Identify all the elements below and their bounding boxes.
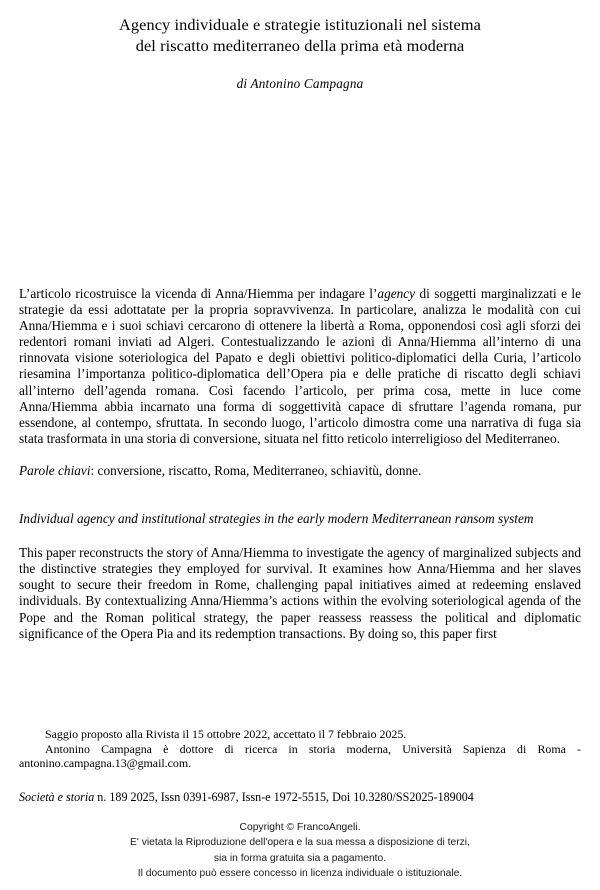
journal-citation <box>19 790 581 805</box>
footnote-submission-dates: Saggio proposto alla Rivista il 15 ottobre 2022, accettato il 7 febbraio 2025. <box>45 727 407 741</box>
article-title-line-1: Agency individuale e strategie istituzionali nel sistema <box>119 15 481 34</box>
copyright-line-3: sia in forma gratuita sia a pagamento. <box>213 852 387 864</box>
abstract-english: This paper reconstructs the story of Anna/Hiemma to investigate the agency of marginalized subjects and the distinctive strategies they employed for survival. It examines how Anna/Hiemma and her slaves sought to secure their freedom in Rome, challenging papal initiatives aimed at redeeming enslaved individuals. By contextualizing Anna/Hiemma’s actions within the evolving soteriological agenda of the Pope and the Roman political strategy, the paper reassess reassess the political and diplomatic significance of the Opera Pia and its redemption transactions. By doing so, this paper first <box>19 545 581 641</box>
page-title <box>60 14 540 56</box>
keywords-separator: : <box>90 462 98 478</box>
copyright-line-1: Copyright © FrancoAngeli. <box>239 822 361 833</box>
abstract-area <box>19 286 581 642</box>
journal-citation-details: n. 189 2025, Issn 0391-6987, Issn-e 1972-5515, Doi 10.3280/SS2025-189004 <box>94 790 474 804</box>
abstract-italian-part-1: L’articolo ricostruisce la vicenda di Anna/Hiemma per indagare l’ <box>19 286 378 301</box>
article-title-line-2: del riscatto mediterraneo della prima età moderna <box>135 36 465 55</box>
abstract-italian <box>19 286 581 447</box>
keywords-line <box>19 463 581 479</box>
english-title: Individual agency and institutional strategies in the early modern Mediterranean ransom system <box>19 511 534 527</box>
footnote-author-affiliation: Antonino Campagna è dottore di ricerca in storia moderna, Università Sapienza di Roma - antonino.campagna.13@gmail.com. <box>19 741 581 771</box>
journal-name: Società e storia <box>19 790 95 804</box>
footnote-block <box>19 727 581 771</box>
abstract-italian-part-2: di soggetti marginalizzati e le strategie da essi adottatate per la propria sopravvivenza. In particolare, analizza le modalità con cui Anna/Hiemma e i suoi schiavi cercarono di ottenere la libertà a Roma, opponendosi così agli sforzi dei redentori romani inviati ad Algeri. Contestualizzando le azioni di Anna/Hiemma all’interno di una rinnovata visione soteriologica del Papato e degli obiettivi politico-diplomatici della Curia, l’articolo riesamina l’importanza politico-diplomatica dell’Opera pia e delle pratiche di riscatto degli schiavi all’interno dell’agenda romana. Così facendo l’articolo, per prima cosa, mette in luce come Anna/Hiemma abbia incarnato una forma di soggettività capace di sfruttare l’agenda romana, pur essendone, al contempo, sfruttata. In secondo luogo, l’articolo dimostra come una narrativa di fuga sia stata trasformata in una storia di conversione, situata nel fitto reticolo interreligioso del Mediterraneo. <box>19 286 582 446</box>
copyright-line-2: E' vietata la Riproduzione dell'opera e la sua messa a disposizione di terzi, <box>130 837 470 849</box>
keywords-values: conversione, riscatto, Roma, Mediterraneo, schiavitù, donne. <box>97 462 422 478</box>
copyright-line-4: Il documento può essere concesso in licenza individuale o istituzionale. <box>137 867 463 879</box>
author-byline: di Antonino Campagna <box>236 76 364 91</box>
title-block <box>0 0 600 92</box>
copyright-footer <box>0 820 600 881</box>
keywords-label: Parole chiavi <box>19 462 91 478</box>
abstract-italic-term: agency <box>377 286 416 301</box>
